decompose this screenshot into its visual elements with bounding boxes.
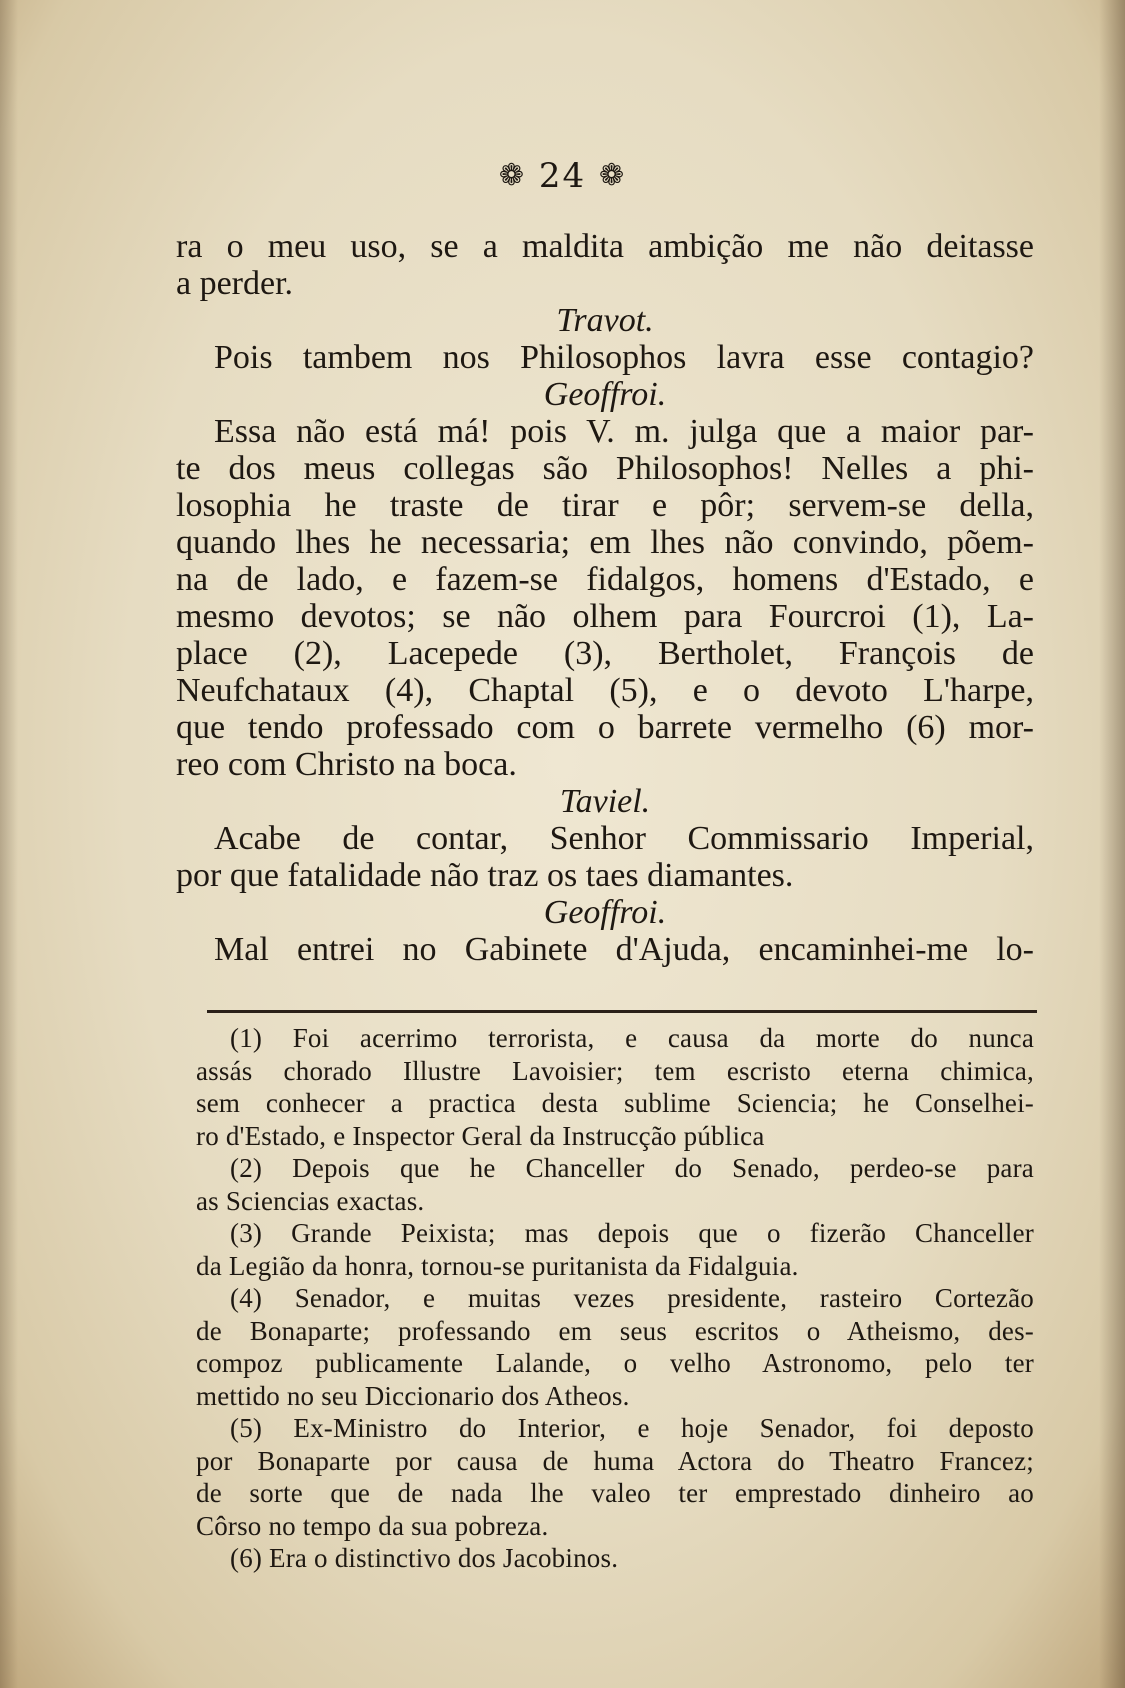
text-line: mesmo devotos; se não olhem para Fourcroi (1), La- <box>176 598 1034 635</box>
footnote-line: de sorte que de nada lhe valeo ter emprestado dinheiro ao <box>196 1478 1034 1508</box>
text-line: reo com Christo na boca. <box>176 746 517 783</box>
ornament-right-icon: ❁ <box>598 158 627 193</box>
ornament-left-icon: ❁ <box>498 158 527 193</box>
text-line: place (2), Lacepede (3), Bertholet, François de <box>176 635 1034 672</box>
speaker-name: Geoffroi. <box>543 894 667 931</box>
text-line: quando lhes he necessaria; em lhes não convindo, põem- <box>176 524 1034 561</box>
footnote-line: da Legião da honra, tornou-se puritanista da Fidalguia. <box>196 1250 799 1281</box>
text-line: te dos meus collegas são Philosophos! Nelles a phi- <box>176 450 1034 487</box>
text-line: na de lado, e fazem-se fidalgos, homens d'Estado, e <box>176 561 1034 598</box>
page-number: 24 <box>538 156 587 196</box>
footnote-line: as Sciencias exactas. <box>196 1185 425 1216</box>
text-line: por que fatalidade não traz os taes diamantes. <box>176 857 794 894</box>
footnote-divider <box>207 1010 1037 1013</box>
text-line: losophia he traste de tirar e pôr; servem-se della, <box>176 487 1034 524</box>
speaker-name: Travot. <box>556 302 654 339</box>
footnote-line: assás chorado Illustre Lavoisier; tem escristo eterna chimica, <box>196 1055 1034 1086</box>
footnote-line: (4) Senador, e muitas vezes presidente, rasteiro Cortezão <box>230 1283 1034 1313</box>
text-line: que tendo professado com o barrete vermelho (6) mor- <box>176 709 1034 746</box>
footnotes <box>196 1022 1034 1575</box>
footnote-line: (6) Era o distinctivo dos Jacobinos. <box>230 1543 619 1573</box>
footnote-line: ro d'Estado, e Inspector Geral da Instrucção pública <box>196 1120 765 1151</box>
footnote-line: Côrso no tempo da sua pobreza. <box>196 1510 549 1541</box>
footnote-line: (2) Depois que he Chanceller do Senado, perdeo-se para <box>230 1153 1034 1183</box>
page-shadow-left <box>0 0 18 1688</box>
footnote-line: (5) Ex-Ministro do Interior, e hoje Senador, foi deposto <box>230 1413 1034 1443</box>
page-shadow-right <box>1099 0 1125 1688</box>
text-line: Essa não está má! pois V. m. julga que a maior par- <box>214 413 1034 450</box>
text-line: Neufchataux (4), Chaptal (5), e o devoto L'harpe, <box>176 672 1034 709</box>
footnote-line: por Bonaparte por causa de huma Actora do Theatro Francez; <box>196 1445 1034 1476</box>
footnote-line: compoz publicamente Lalande, o velho Astronomo, pelo ter <box>196 1348 1034 1378</box>
footnote-line: de Bonaparte; professando em seus escritos o Atheismo, des- <box>196 1315 1034 1346</box>
text-line: a perder. <box>176 265 294 302</box>
main-text <box>176 228 1034 968</box>
speaker-name: Taviel. <box>559 783 651 820</box>
text-line: Pois tambem nos Philosophos lavra esse contagio? <box>214 339 1034 376</box>
text-line: Acabe de contar, Senhor Commissario Imperial, <box>214 820 1034 857</box>
footnote-line: mettido no seu Diccionario dos Atheos. <box>196 1380 630 1411</box>
footnote-line: sem conhecer a practica desta sublime Sciencia; he Conselhei- <box>196 1088 1034 1118</box>
text-line: ra o meu uso, se a maldita ambição me não deitasse <box>176 228 1034 265</box>
speaker-name: Geoffroi. <box>543 376 667 413</box>
footnote-line: (3) Grande Peixista; mas depois que o fizerão Chanceller <box>230 1218 1034 1248</box>
page-header <box>0 156 1125 196</box>
text-line: Mal entrei no Gabinete d'Ajuda, encaminhei-me lo- <box>214 931 1034 968</box>
footnote-line: (1) Foi acerrimo terrorista, e causa da morte do nunca <box>230 1023 1034 1053</box>
